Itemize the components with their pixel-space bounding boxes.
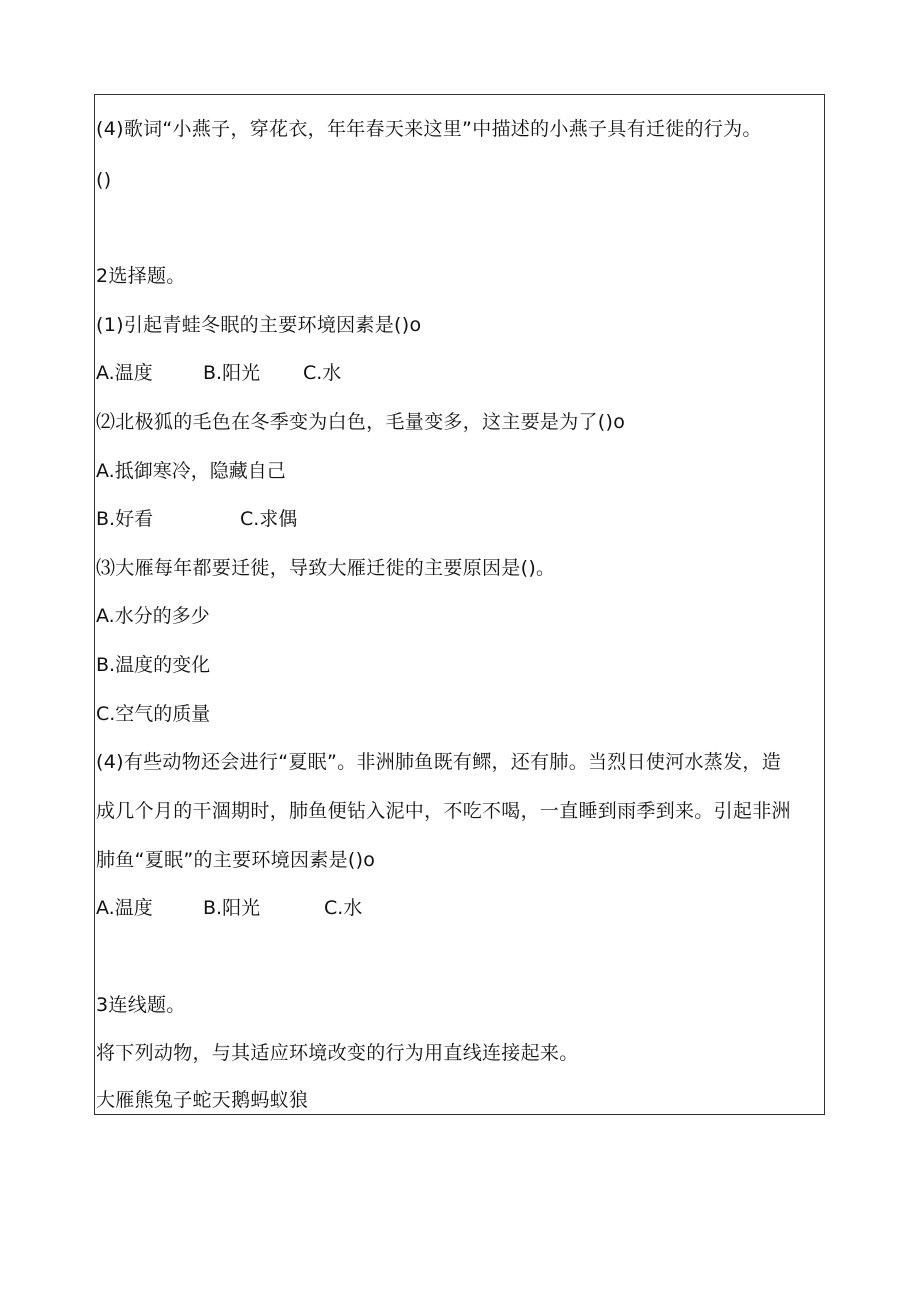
section3-animal-list: 大雁熊兔子蛇天鹅蚂蚁狼 <box>96 1089 309 1111</box>
choice-q4-line1: (4)有些动物还会进行“夏眠”。非洲肺鱼既有鳏，还有肺。当烈日使河水蒸发，造 <box>96 751 782 773</box>
choice-q3-option-c: C.空气的质量 <box>96 703 211 725</box>
judgement-item-4-line1: (4)歌词“小燕子，穿花衣，年年春天来这里”中描述的小燕子具有迁徙的行为。 <box>96 118 762 140</box>
choice-q1-option-a: A.温度 <box>96 362 153 384</box>
choice-q4-line2: 成几个月的干涸期时，肺鱼便钻入泥中，不吃不喝，一直睡到雨季到来。引起非洲 <box>96 800 791 822</box>
choice-q4-option-a: A.温度 <box>96 897 153 919</box>
judgement-item-4-blank: () <box>96 169 112 191</box>
choice-q1-option-b: B.阳光 <box>203 362 261 384</box>
section3-title: 3连线题。 <box>96 994 186 1016</box>
choice-q3-option-b: B.温度的变化 <box>96 654 211 676</box>
choice-q3-option-a: A.水分的多少 <box>96 605 210 627</box>
choice-q1-stem: (1)引起青蛙冬眠的主要环境因素是()o <box>96 314 422 336</box>
choice-q3-stem: ⑶大雁每年都要迁徙，导致大雁迁徙的主要原因是()。 <box>96 557 556 579</box>
choice-q4-option-b: B.阳光 <box>203 897 261 919</box>
section2-title: 2选择题。 <box>96 265 186 287</box>
choice-q2-option-b: B.好看 <box>96 508 154 530</box>
choice-q2-option-c: C.求偶 <box>240 508 298 530</box>
section3-instruction: 将下列动物，与其适应环境改变的行为用直线连接起来。 <box>96 1042 579 1064</box>
choice-q4-option-c: C.水 <box>324 897 363 919</box>
choice-q2-option-a: A.抵御寒冷，隐藏自己 <box>96 460 286 482</box>
choice-q2-stem: ⑵北极狐的毛色在冬季变为白色，毛量变多，这主要是为了()o <box>96 411 626 433</box>
choice-q1-option-c: C.水 <box>303 362 342 384</box>
choice-q4-line3: 肺鱼“夏眠”的主要环境因素是()o <box>96 849 376 871</box>
